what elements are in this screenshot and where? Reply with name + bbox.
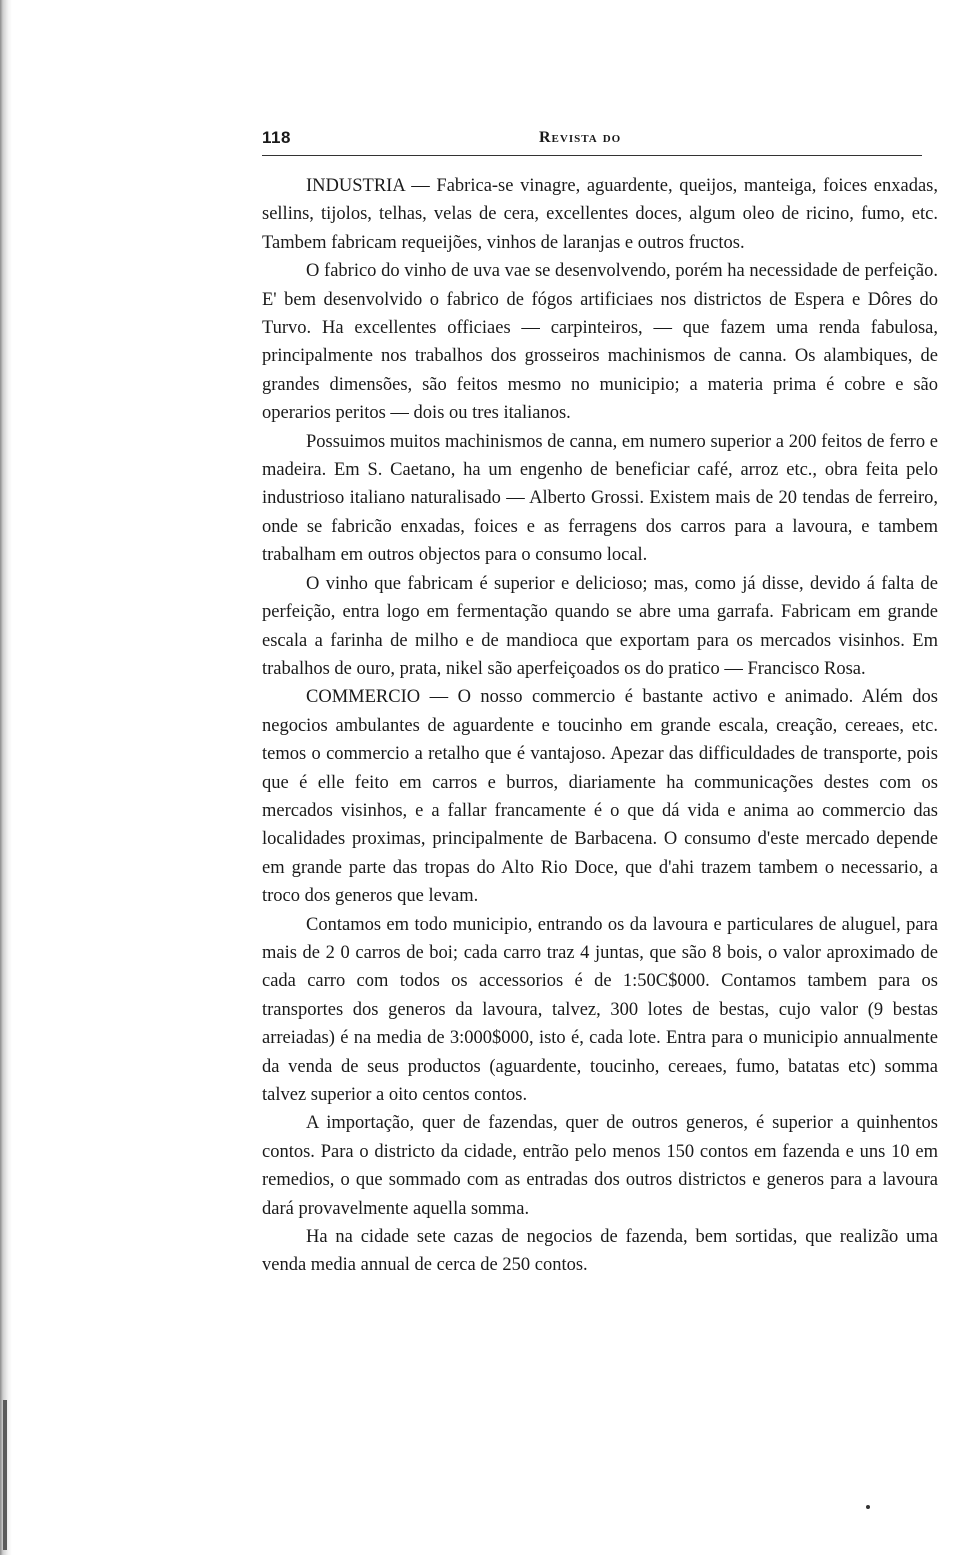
paragraph-industria: INDUSTRIA — Fabrica-se vinagre, aguardente, queijos, manteiga, foices enxadas, sellins, tijolos, telhas, velas de cera, excellentes doces, algum oleo de ricino, fumo, etc. Tambem fabricam requeijões, vinhos de laranjas e outros fructos. [262, 176, 938, 253]
body-text [262, 172, 938, 1280]
stray-ink-dot [866, 1505, 870, 1509]
paragraph-vinho-fabricam: O vinho que fabricam é superior e delicioso; mas, como já disse, devido á falta de perfeição, entra logo em fermentação quando se abre uma garrafa. Fabricam em grande escala a farinha de milho e de mandioca que exportam para os mercados visinhos. Em trabalhos de ouro, prata, nikel são aperfeiçoados os do pratico — Francisco Rosa. [262, 573, 938, 679]
paragraph-vinho-uva: O fabrico do vinho de uva vae se desenvolvendo, porém ha necessidade de perfeição. E' bem desenvolvido o fabrico de fógos artificiaes nos districtos de Espera e Dôres do Turvo. Ha excellentes officiaes — carpinteiros, — que fazem uma renda fabulosa, principalmente nos trabalhos dos grosseiros machinismos de canna. Os alambiques, de grandes dimensões, são feitos mesmo no municipio; a materia prima é cobre e são operarios peritos — dois ou tres italianos. [262, 261, 938, 424]
paragraph-commercio: COMMERCIO — O nosso commercio é bastante activo e animado. Além dos negocios ambulantes de aguardente e toucinho em grande escala, creação, cereaes, etc. temos o commercio a retalho que é vantajoso. Apezar das difficuldades de transporte, pois que é elle feito em carros e burros, diariamente ha communicações destes com os mercados visinhos, e a fallar francamente é o que dá vida e anima ao commercio das localidades proximas, principalmente de Barbacena. O consumo d'este mercado depende em grande parte das tropas do Alto Rio Doce, que d'ahi trazem tambem o necessario, a troco dos generos que levam. [262, 687, 938, 907]
paragraph-machinismos: Possuimos muitos machinismos de canna, em numero superior a 200 feitos de ferro e madeira. Em S. Caetano, ha um engenho de beneficiar café, arroz etc., obra feita pelo industrioso italiano naturalisado — Alberto Grossi. Existem mais de 20 tendas de ferreiro, onde se fabricão enxadas, foices e as ferragens dos carros para a lavoura, e tambem trabalham em outros objectos para o consumo local. [262, 431, 938, 566]
header-rule [262, 155, 922, 156]
binding-shadow [3, 1400, 7, 1550]
page-number: 118 [262, 128, 291, 147]
paragraph-cazas: Ha na cidade sete cazas de negocios de fazenda, bem sortidas, que realizão uma venda media annual de cerca de 250 contos. [262, 1227, 938, 1276]
page-header [262, 128, 922, 154]
paragraph-importacao: A importação, quer de fazendas, quer de outros generos, é superior a quinhentos contos. Para o districto da cidade, entrão pelo menos 150 contos em fazenda e uns 10 em remedios, o que sommado com as entradas dos outros districtos e generos para a lavoura dará provavelmente aquella somma. [262, 1113, 938, 1219]
paragraph-carros: Contamos em todo municipio, entrando os da lavoura e particulares de aluguel, para mais de 2 0 carros de boi; cada carro traz 4 juntas, que são 8 bois, o valor aproximado de cada carro com todos os accessorios é de 1:50C$000. Contamos tambem para os transportes dos generos da lavoura, talvez, 300 lotes de bestas, cujo valor (9 bestas arreiadas) é na media de 3:000$000, isto é, cada lote. Entra para o municipio annualmente da venda de seus productos (aguardente, toucinho, cereaes, fumo, batatas etc) somma talvez superior a oito centos contos. [262, 914, 938, 1105]
running-title: Revista do [539, 129, 622, 146]
page-binding-edge [0, 0, 12, 1555]
